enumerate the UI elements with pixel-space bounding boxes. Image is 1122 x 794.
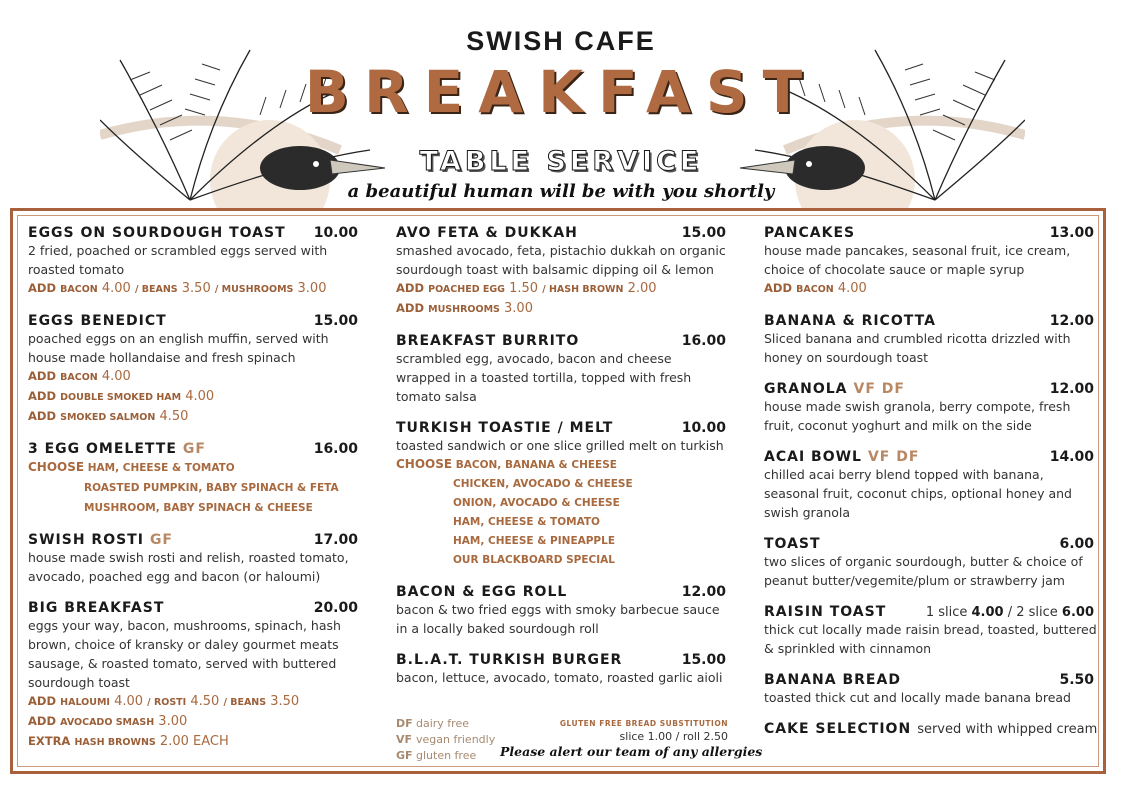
- item-price: 6.00: [1059, 536, 1094, 552]
- item-price: 15.00: [681, 225, 726, 241]
- item-price: 12.00: [1049, 381, 1094, 397]
- diet-tag: GF: [149, 532, 173, 548]
- item-name: RAISIN TOAST: [764, 604, 887, 620]
- item-desc: poached eggs on an english muffin, served with: [28, 331, 329, 346]
- diet-tag: VF DF: [853, 381, 905, 397]
- gluten-free-note: GLUTEN FREE BREAD SUBSTITUTION slice 1.00 / roll 2.50: [559, 719, 728, 743]
- menu-item-omelette: [28, 441, 358, 518]
- item-desc: smashed avocado, feta, pistachio dukkah on organic: [396, 243, 726, 258]
- menu-item-cake-selection: [764, 721, 1098, 737]
- item-price: 20.00: [313, 600, 358, 616]
- item-addon: ADD SMOKED SALMON 4.50: [28, 409, 189, 424]
- item-name: BIG BREAKFAST: [28, 600, 165, 616]
- item-desc: 2 fried, poached or scrambled eggs served with: [28, 243, 328, 258]
- item-name: TOAST: [764, 536, 821, 552]
- item-price: 15.00: [313, 313, 358, 329]
- menu-header: [0, 0, 1122, 210]
- item-name: AVO FETA & DUKKAH: [396, 225, 578, 241]
- menu-item-acai-bowl: [764, 449, 1094, 522]
- item-addon: ADD BACON 4.00: [28, 369, 131, 384]
- item-addon: ADD BACON 4.00: [764, 281, 867, 296]
- item-desc: bacon, lettuce, avocado, tomato, roasted garlic aioli: [396, 670, 723, 685]
- item-desc: house made swish rosti and relish, roasted tomato,: [28, 550, 349, 565]
- menu-column-left: [28, 225, 358, 766]
- item-desc: tomato salsa: [396, 389, 477, 404]
- menu-item-blat-burger: [396, 652, 726, 687]
- item-addons: ADD HALOUMI 4.00 / ROSTI 4.50 / BEANS 3.50: [28, 694, 300, 709]
- diet-legend: DF dairy free VF vegan friendly GF gluten free: [396, 717, 496, 762]
- item-name: EGGS BENEDICT: [28, 313, 167, 329]
- item-desc: thick cut locally made raisin bread, toasted, buttered: [764, 622, 1097, 637]
- item-desc: sourdough toast: [28, 675, 130, 690]
- item-desc: choice of chocolate sauce or maple syrup: [764, 262, 1025, 277]
- item-desc: roasted tomato: [28, 262, 125, 277]
- table-service-heading: TABLE SERVICE: [419, 146, 703, 177]
- menu-item-granola: [764, 381, 1094, 435]
- menu-column-right: [764, 225, 1098, 751]
- item-price: 14.00: [1049, 449, 1094, 465]
- item-choices: CHOOSE HAM, CHEESE & TOMATO ROASTED PUMPKIN, BABY SPINACH & FETA MUSHROOM, BABY SPINACH & CHEESE: [28, 460, 339, 514]
- item-desc: seasonal fruit, coconut chips, optional honey and: [764, 486, 1072, 501]
- item-name: PANCAKES: [764, 225, 856, 241]
- item-desc: & sprinkled with cinnamon: [764, 641, 932, 656]
- item-desc: scrambled egg, avocado, bacon and cheese: [396, 351, 672, 366]
- item-price: 15.00: [681, 652, 726, 668]
- item-name: BANANA & RICOTTA: [764, 313, 936, 329]
- item-name: SWISH ROSTI GF: [28, 532, 173, 548]
- item-desc: toasted sandwich or one slice grilled melt on turkish: [396, 438, 724, 453]
- item-desc: wrapped in a toasted tortilla, topped with fresh: [396, 370, 692, 385]
- item-desc: sausage, & roasted tomato, served with buttered: [28, 656, 337, 671]
- item-name: EGGS ON SOURDOUGH TOAST: [28, 225, 286, 241]
- menu-item-pancakes: [764, 225, 1094, 299]
- item-price: 13.00: [1049, 225, 1094, 241]
- diet-tag: VF DF: [867, 449, 920, 465]
- cafe-name: SWISH CAFE: [466, 26, 656, 56]
- item-desc: sourdough toast with balsamic dipping oil & lemon: [396, 262, 714, 277]
- item-name: 3 EGG OMELETTE GF: [28, 441, 206, 457]
- item-desc: peanut butter/vegemite/plum or strawberry jam: [764, 573, 1065, 588]
- menu-item-eggs-benedict: [28, 313, 358, 427]
- item-price: 12.00: [1049, 313, 1094, 329]
- item-name: BANANA BREAD: [764, 672, 901, 688]
- item-price: 10.00: [313, 225, 358, 241]
- item-desc: two slices of organic sourdough, butter & choice of: [764, 554, 1083, 569]
- menu-item-turkish-toastie: [396, 420, 726, 570]
- item-addon: ADD DOUBLE SMOKED HAM 4.00: [28, 389, 215, 404]
- item-desc: house made swish granola, berry compote, fresh: [764, 399, 1071, 414]
- menu-item-burrito: [396, 333, 726, 406]
- item-desc: chilled acai berry blend topped with banana,: [764, 467, 1044, 482]
- item-name: TURKISH TOASTIE / MELT: [396, 420, 614, 436]
- item-desc: in a locally baked sourdough roll: [396, 621, 599, 636]
- item-price: 16.00: [681, 333, 726, 349]
- item-price: 10.00: [681, 420, 726, 436]
- menu-item-banana-ricotta: [764, 313, 1094, 367]
- item-name: ACAI BOWL VF DF: [764, 449, 920, 465]
- allergy-notice: Please alert our team of any allergies: [500, 744, 763, 759]
- item-desc: house made pancakes, seasonal fruit, ice cream,: [764, 243, 1071, 258]
- tagline: a beautiful human will be with you shortly: [347, 181, 775, 202]
- item-name: BACON & EGG ROLL: [396, 584, 568, 600]
- menu-column-middle: [396, 225, 726, 701]
- item-price-options: 1 slice 4.00 / 2 slice 6.00: [925, 605, 1094, 620]
- item-addon: ADD AVOCADO SMASH 3.00: [28, 714, 188, 729]
- item-name: BREAKFAST BURRITO: [396, 333, 580, 349]
- item-price: 17.00: [313, 532, 358, 548]
- item-desc: bacon & two fried eggs with smoky barbecue sauce: [396, 602, 720, 617]
- item-desc: toasted thick cut and locally made banana bread: [764, 690, 1071, 705]
- item-name: B.L.A.T. TURKISH BURGER: [396, 652, 623, 668]
- item-desc: served with whipped cream: [917, 722, 1098, 737]
- item-addons: ADD BACON 4.00 / BEANS 3.50 / MUSHROOMS 3.00: [28, 281, 327, 296]
- item-desc: swish granola: [764, 505, 851, 520]
- item-price: 12.00: [681, 584, 726, 600]
- diet-tag: GF: [182, 441, 206, 457]
- menu-item-big-breakfast: [28, 600, 358, 752]
- item-desc: Sliced banana and crumbled ricotta drizzled with: [764, 331, 1071, 346]
- menu-item-avo-feta: [396, 225, 726, 319]
- item-desc: brown, choice of kransky or daley gourmet meats: [28, 637, 339, 652]
- item-desc: house made hollandaise and fresh spinach: [28, 350, 296, 365]
- item-name: GRANOLA VF DF: [764, 381, 905, 397]
- menu-item-bacon-egg-roll: [396, 584, 726, 638]
- item-desc: eggs your way, bacon, mushrooms, spinach, hash: [28, 618, 341, 633]
- item-choices: CHOOSE BACON, BANANA & CHEESE CHICKEN, AVOCADO & CHEESE ONION, AVOCADO & CHEESE HAM, CHEESE & TOMATO HAM, CHEESE & PINEAPPLE OUR BLACKBOARD SPECIAL: [396, 457, 633, 566]
- menu-item-raisin-toast: [764, 604, 1097, 658]
- item-price: 5.50: [1059, 672, 1094, 688]
- item-addon: EXTRA HASH BROWNS 2.00 EACH: [28, 734, 229, 749]
- item-price: 16.00: [313, 441, 358, 457]
- menu-item-swish-rosti: [28, 532, 358, 586]
- menu-item-banana-bread: [764, 672, 1094, 707]
- item-name: CAKE SELECTION served with whipped cream: [764, 721, 1098, 737]
- menu-item-eggs-sourdough: [28, 225, 358, 299]
- menu-item-toast: [764, 536, 1094, 590]
- item-addons: ADD POACHED EGG 1.50 / HASH BROWN 2.00: [396, 281, 657, 296]
- menu-title: BREAKFAST: [304, 58, 818, 126]
- item-desc: honey on sourdough toast: [764, 350, 929, 365]
- item-desc: avocado, poached egg and bacon (or haloumi): [28, 569, 321, 584]
- item-addon: ADD MUSHROOMS 3.00: [396, 301, 533, 316]
- item-desc: fruit, coconut yoghurt and milk on the side: [764, 418, 1032, 433]
